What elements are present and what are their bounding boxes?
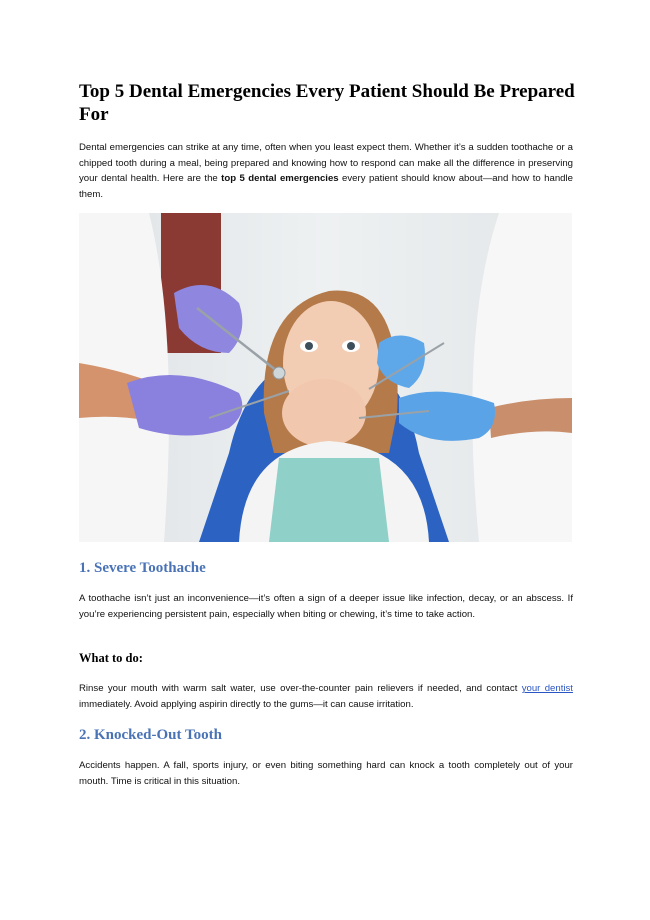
intro-text-end: every patient should know about—and how to handle them. (79, 173, 573, 200)
article-photo (79, 213, 572, 542)
patient-illustration (79, 213, 572, 542)
section-heading-severe-toothache: 1. Severe Toothache (79, 560, 206, 576)
what-to-do-paragraph (79, 681, 573, 712)
what-to-do-text: Rinse your mouth with warm salt water, use over-the-counter pain relievers if needed, and contact (79, 683, 522, 694)
patient-pupil-left (305, 342, 313, 350)
dental-bib (269, 458, 389, 542)
intro-text: Dental emergencies can strike at any time, often when you least expect them. Whether it’s a sudden toothache or a chipped tooth during a meal, being prepared and knowing how to respond can make all the difference in preserving your dental health. Here are the (79, 142, 573, 184)
your-dentist-link[interactable]: your dentist (521, 683, 573, 694)
patient-pupil-right (347, 342, 355, 350)
dentist-coat-right (472, 213, 572, 542)
intro-bold-text: top 5 dental emergencies (221, 173, 339, 184)
what-to-do-heading: What to do: (79, 651, 143, 665)
intro-paragraph (79, 140, 573, 202)
section-2-paragraph: Accidents happen. A fall, sports injury, or even biting something hard can knock a tooth completely out of your mouth. Time is critical in this situation. (79, 760, 573, 787)
what-to-do-text-end: immediately. Avoid applying aspirin directly to the gums—it can cause irritation. (79, 698, 414, 710)
article-title: Top 5 Dental Emergencies Every Patient Should Be Prepared For (79, 81, 575, 125)
section-heading-knocked-out-tooth: 2. Knocked-Out Tooth (79, 727, 222, 743)
patient-hands (282, 379, 366, 447)
dental-mirror-head (273, 367, 285, 379)
section-1-paragraph: A toothache isn’t just an inconvenience—it’s often a sign of a deeper issue like infection, decay, or an abscess. If you’re experiencing persistent pain, especially when biting or chewing, it’s time to take action. (79, 593, 573, 620)
